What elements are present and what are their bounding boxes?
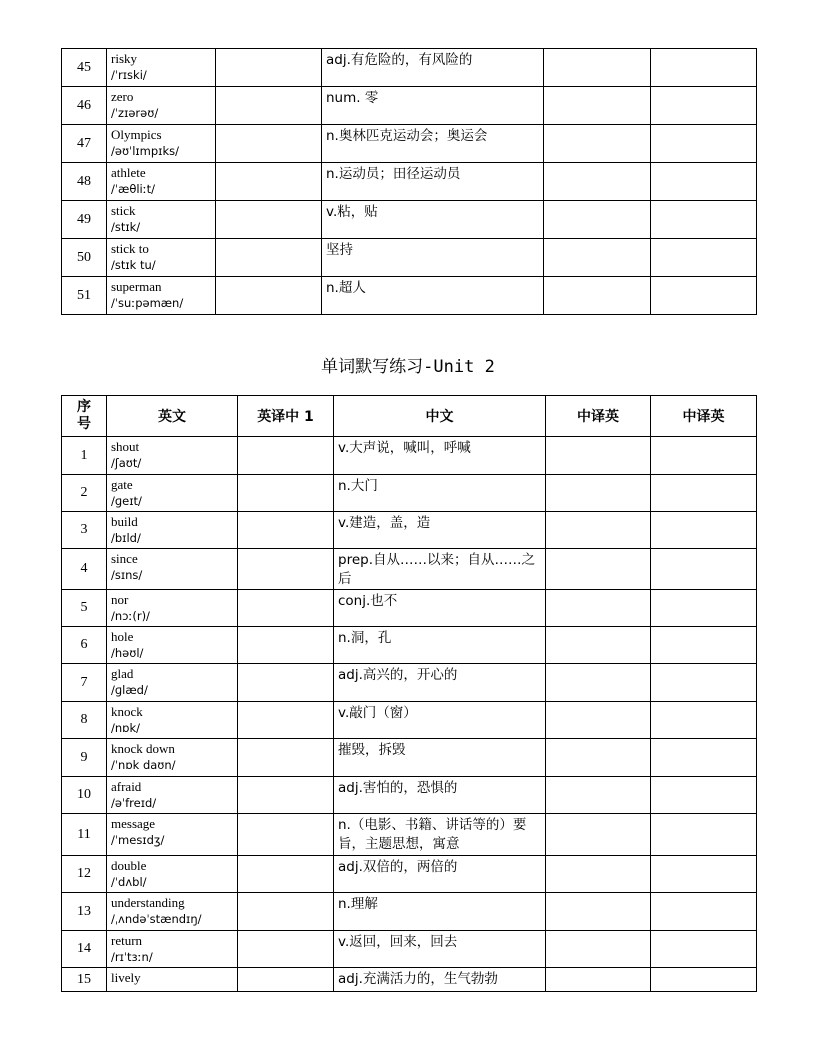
en-to-cn-blank[interactable]	[238, 475, 334, 512]
table-row	[62, 87, 757, 125]
phonetic: /ˈzɪərəʊ/	[111, 106, 159, 120]
row-number: 48	[62, 163, 107, 201]
header-cn-to-en-2: 中译英	[651, 396, 757, 437]
row-number: 5	[62, 590, 107, 627]
chinese-meaning: n.理解	[334, 893, 546, 931]
table-row	[62, 49, 757, 87]
cn-to-en-blank-2[interactable]	[651, 437, 757, 475]
en-to-cn-blank[interactable]	[216, 87, 322, 125]
row-number: 15	[62, 968, 107, 992]
table-row	[62, 590, 757, 627]
en-to-cn-blank[interactable]	[216, 49, 322, 87]
cn-to-en-blank-1[interactable]	[546, 739, 651, 777]
en-to-cn-blank[interactable]	[238, 968, 334, 992]
table-row	[62, 702, 757, 739]
cn-to-en-blank-2[interactable]	[651, 968, 757, 992]
cn-to-en-blank-2[interactable]	[651, 239, 757, 277]
cn-to-en-blank-2[interactable]	[651, 814, 757, 856]
row-number: 7	[62, 664, 107, 702]
cn-to-en-blank-1[interactable]	[546, 893, 651, 931]
header-chinese: 中文	[334, 396, 546, 437]
row-number: 45	[62, 49, 107, 87]
row-number: 47	[62, 125, 107, 163]
chinese-meaning: conj.也不	[334, 590, 546, 627]
table-row	[62, 239, 757, 277]
cn-to-en-blank-1[interactable]	[546, 702, 651, 739]
word-cell	[107, 739, 238, 777]
phonetic: /ˈsuːpəmæn/	[111, 296, 184, 310]
en-to-cn-blank[interactable]	[238, 856, 334, 893]
en-to-cn-blank[interactable]	[238, 590, 334, 627]
cn-to-en-blank-1[interactable]	[546, 590, 651, 627]
phonetic: /əʊˈlɪmpɪks/	[111, 144, 179, 158]
word-cell	[107, 277, 216, 315]
phonetic: /ˈmesɪdʒ/	[111, 833, 165, 847]
cn-to-en-blank-2[interactable]	[651, 163, 757, 201]
chinese-meaning: prep.自从……以来；自从……之后	[334, 549, 546, 590]
cn-to-en-blank-2[interactable]	[651, 512, 757, 549]
row-number: 2	[62, 475, 107, 512]
page-title: 单词默写练习-Unit 2	[321, 357, 495, 377]
cn-to-en-blank-1[interactable]	[546, 475, 651, 512]
vocab-table-unit2	[61, 395, 757, 992]
cn-to-en-blank-1[interactable]	[546, 931, 651, 968]
english-word: afraid	[111, 779, 142, 794]
phonetic: /stɪk tu/	[111, 258, 156, 272]
phonetic: /ˈnɒk daʊn/	[111, 758, 176, 772]
word-cell	[107, 125, 216, 163]
chinese-meaning: n.运动员；田径运动员	[322, 163, 544, 201]
english-word: shout	[111, 439, 140, 454]
chinese-meaning: adj.充满活力的，生气勃勃	[334, 968, 546, 992]
row-number: 12	[62, 856, 107, 893]
en-to-cn-blank[interactable]	[238, 437, 334, 475]
header-english: 英文	[107, 396, 238, 437]
row-number: 13	[62, 893, 107, 931]
english-word: return	[111, 933, 143, 948]
cn-to-en-blank-1[interactable]	[544, 125, 651, 163]
header-num: 序号	[62, 396, 107, 437]
cn-to-en-blank-1[interactable]	[546, 968, 651, 992]
en-to-cn-blank[interactable]	[238, 627, 334, 664]
english-word: double	[111, 858, 147, 873]
phonetic: /ˌʌndəˈstændɪŋ/	[111, 912, 202, 926]
en-to-cn-blank[interactable]	[238, 777, 334, 814]
cn-to-en-blank-2[interactable]	[651, 49, 757, 87]
chinese-meaning: adj.双倍的，两倍的	[334, 856, 546, 893]
row-number: 4	[62, 549, 107, 590]
english-word: gate	[111, 477, 133, 492]
row-number: 8	[62, 702, 107, 739]
english-word: since	[111, 551, 138, 566]
word-cell	[107, 475, 238, 512]
en-to-cn-blank[interactable]	[238, 512, 334, 549]
cn-to-en-blank-1[interactable]	[546, 664, 651, 702]
english-word: understanding	[111, 895, 185, 910]
table-row	[62, 549, 757, 590]
row-number: 49	[62, 201, 107, 239]
table-row	[62, 814, 757, 856]
word-cell	[107, 239, 216, 277]
vocab-table-top	[61, 48, 757, 315]
phonetic: /bɪld/	[111, 531, 141, 545]
cn-to-en-blank-1[interactable]	[546, 512, 651, 549]
word-cell	[107, 201, 216, 239]
phonetic: /ˈdʌbl/	[111, 875, 147, 889]
word-cell	[107, 627, 238, 664]
phonetic: /nɔː(r)/	[111, 609, 150, 623]
word-cell	[107, 590, 238, 627]
english-word: athlete	[111, 165, 146, 180]
word-cell	[107, 512, 238, 549]
table-row	[62, 125, 757, 163]
chinese-meaning: n.洞，孔	[334, 627, 546, 664]
row-number: 6	[62, 627, 107, 664]
chinese-meaning: num. 零	[322, 87, 544, 125]
row-number: 50	[62, 239, 107, 277]
english-word: knock	[111, 704, 143, 719]
chinese-meaning: v.大声说，喊叫，呼喊	[334, 437, 546, 475]
table-row	[62, 739, 757, 777]
english-word: build	[111, 514, 138, 529]
phonetic: /həʊl/	[111, 646, 144, 660]
chinese-meaning: 坚持	[322, 239, 544, 277]
table-row	[62, 277, 757, 315]
cn-to-en-blank-1[interactable]	[544, 49, 651, 87]
english-word: glad	[111, 666, 134, 681]
en-to-cn-blank[interactable]	[216, 277, 322, 315]
header-cn-to-en-1: 中译英	[546, 396, 651, 437]
cn-to-en-blank-2[interactable]	[651, 856, 757, 893]
table-row	[62, 163, 757, 201]
en-to-cn-blank[interactable]	[238, 739, 334, 777]
word-cell	[107, 549, 238, 590]
phonetic: /ˈæθliːt/	[111, 182, 156, 196]
cn-to-en-blank-1[interactable]	[546, 627, 651, 664]
phonetic: /sɪns/	[111, 568, 143, 582]
header-en-to-cn: 英译中 1	[238, 396, 334, 437]
table-row	[62, 627, 757, 664]
word-cell	[107, 777, 238, 814]
cn-to-en-blank-1[interactable]	[546, 549, 651, 590]
table-row	[62, 201, 757, 239]
table-header-row	[62, 396, 757, 437]
word-cell	[107, 664, 238, 702]
word-cell	[107, 163, 216, 201]
chinese-meaning: n.超人	[322, 277, 544, 315]
row-number: 14	[62, 931, 107, 968]
chinese-meaning: adj.害怕的，恐惧的	[334, 777, 546, 814]
phonetic: /əˈfreɪd/	[111, 796, 157, 810]
table-row	[62, 475, 757, 512]
phonetic: /ɡlæd/	[111, 683, 148, 697]
word-cell	[107, 87, 216, 125]
phonetic: /rɪˈtɜːn/	[111, 950, 153, 964]
cn-to-en-blank-2[interactable]	[651, 201, 757, 239]
cn-to-en-blank-2[interactable]	[651, 277, 757, 315]
english-word: stick	[111, 203, 136, 218]
en-to-cn-blank[interactable]	[216, 163, 322, 201]
chinese-meaning: v.返回，回来，回去	[334, 931, 546, 968]
row-number: 46	[62, 87, 107, 125]
cn-to-en-blank-1[interactable]	[546, 814, 651, 856]
chinese-meaning: v.粘，贴	[322, 201, 544, 239]
cn-to-en-blank-2[interactable]	[651, 627, 757, 664]
chinese-meaning: n.（电影、书籍、讲话等的）要旨，主题思想，寓意	[334, 814, 546, 856]
cn-to-en-blank-2[interactable]	[651, 702, 757, 739]
phonetic: /nɒk/	[111, 721, 140, 735]
table-row	[62, 512, 757, 549]
chinese-meaning: adj.有危险的，有风险的	[322, 49, 544, 87]
word-cell	[107, 931, 238, 968]
table-row	[62, 968, 757, 992]
english-word: knock down	[111, 741, 175, 756]
en-to-cn-blank[interactable]	[238, 664, 334, 702]
english-word: nor	[111, 592, 129, 607]
phonetic: /ʃaʊt/	[111, 456, 142, 470]
table-row	[62, 664, 757, 702]
cn-to-en-blank-2[interactable]	[651, 87, 757, 125]
cn-to-en-blank-2[interactable]	[651, 475, 757, 512]
row-number: 51	[62, 277, 107, 315]
phonetic: /stɪk/	[111, 220, 141, 234]
table-row	[62, 931, 757, 968]
cn-to-en-blank-2[interactable]	[651, 125, 757, 163]
chinese-meaning: 摧毁，拆毁	[334, 739, 546, 777]
cn-to-en-blank-1[interactable]	[544, 277, 651, 315]
phonetic: /ˈrɪski/	[111, 68, 147, 82]
row-number: 1	[62, 437, 107, 475]
en-to-cn-blank[interactable]	[216, 125, 322, 163]
english-word: superman	[111, 279, 162, 294]
word-cell	[107, 856, 238, 893]
cn-to-en-blank-1[interactable]	[544, 201, 651, 239]
table-row	[62, 893, 757, 931]
word-cell	[107, 49, 216, 87]
chinese-meaning: n.奥林匹克运动会；奥运会	[322, 125, 544, 163]
row-number: 3	[62, 512, 107, 549]
word-cell	[107, 814, 238, 856]
cn-to-en-blank-2[interactable]	[651, 893, 757, 931]
english-word: risky	[111, 51, 137, 66]
english-word: Olympics	[111, 127, 162, 142]
row-number: 9	[62, 739, 107, 777]
word-cell	[107, 968, 238, 992]
chinese-meaning: adj.高兴的，开心的	[334, 664, 546, 702]
word-cell	[107, 437, 238, 475]
english-word: stick to	[111, 241, 149, 256]
chinese-meaning: n.大门	[334, 475, 546, 512]
cn-to-en-blank-2[interactable]	[651, 664, 757, 702]
cn-to-en-blank-1[interactable]	[544, 87, 651, 125]
en-to-cn-blank[interactable]	[216, 201, 322, 239]
table-row	[62, 437, 757, 475]
word-cell	[107, 702, 238, 739]
english-word: hole	[111, 629, 134, 644]
english-word: message	[111, 816, 156, 831]
en-to-cn-blank[interactable]	[216, 239, 322, 277]
phonetic: /ɡeɪt/	[111, 494, 142, 508]
table-row	[62, 777, 757, 814]
cn-to-en-blank-1[interactable]	[546, 777, 651, 814]
cn-to-en-blank-2[interactable]	[651, 549, 757, 590]
row-number: 10	[62, 777, 107, 814]
cn-to-en-blank-1[interactable]	[544, 163, 651, 201]
cn-to-en-blank-2[interactable]	[651, 931, 757, 968]
row-number: 11	[62, 814, 107, 856]
en-to-cn-blank[interactable]	[238, 814, 334, 856]
table-row	[62, 856, 757, 893]
en-to-cn-blank[interactable]	[238, 702, 334, 739]
cn-to-en-blank-2[interactable]	[651, 590, 757, 627]
english-word: lively	[111, 970, 141, 985]
cn-to-en-blank-1[interactable]	[544, 239, 651, 277]
word-cell	[107, 893, 238, 931]
cn-to-en-blank-2[interactable]	[651, 739, 757, 777]
cn-to-en-blank-2[interactable]	[651, 777, 757, 814]
en-to-cn-blank[interactable]	[238, 893, 334, 931]
chinese-meaning: v.敲门（窗）	[334, 702, 546, 739]
en-to-cn-blank[interactable]	[238, 549, 334, 590]
cn-to-en-blank-1[interactable]	[546, 856, 651, 893]
en-to-cn-blank[interactable]	[238, 931, 334, 968]
english-word: zero	[111, 89, 134, 104]
chinese-meaning: v.建造，盖，造	[334, 512, 546, 549]
cn-to-en-blank-1[interactable]	[546, 437, 651, 475]
